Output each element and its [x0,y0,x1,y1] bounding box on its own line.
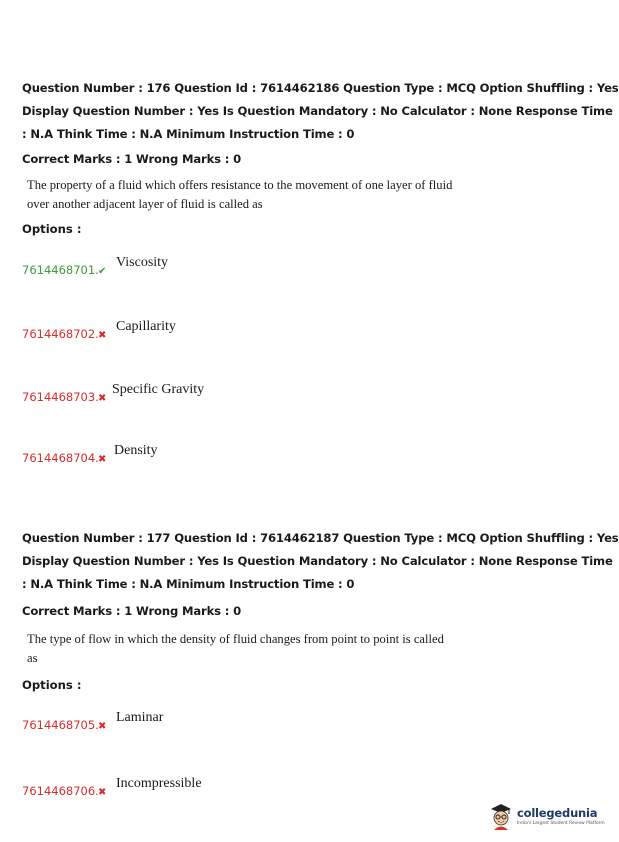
question-176-text [27,176,457,214]
check-icon: ✔ [98,266,107,277]
meta-line: : N.A Think Time : N.A Minimum Instruction Time : 0 [22,127,355,141]
question-text-line: The type of flow in which the density of fluid changes from point to point is called [27,632,444,646]
marks-line: Correct Marks : 1 Wrong Marks : 0 [22,604,242,618]
option-7614468701 [22,257,322,277]
collegedunia-logo [488,800,605,830]
option-7614468704 [22,445,322,465]
question-text-line: The property of a fluid which offers resistance to the movement of one layer of fluid [27,178,453,192]
meta-line: : N.A Think Time : N.A Minimum Instruction Time : 0 [22,577,355,591]
logo-tagline: India's Largest Student Review Platform [517,821,605,826]
option-text: Viscosity [116,255,169,270]
marks-line: Correct Marks : 1 Wrong Marks : 0 [22,152,242,166]
question-176-meta [22,77,619,171]
question-text-line: over another adjacent layer of fluid is called as [27,197,263,211]
cross-icon: ✖ [98,393,107,404]
option-text: Specific Gravity [112,382,205,397]
student-avatar-icon [488,800,514,830]
options-label: Options : [22,678,82,692]
meta-line: Display Question Number : Yes Is Question Mandatory : No Calculator : None Response Time [22,104,613,118]
cross-icon: ✖ [98,787,107,798]
meta-line: Display Question Number : Yes Is Question Mandatory : No Calculator : None Response Time [22,554,613,568]
option-7614468706 [22,778,322,798]
question-text-line: as [27,651,38,665]
option-id: 7614468704. [22,451,99,465]
option-7614468705 [22,712,322,732]
meta-line: Question Number : 176 Question Id : 7614462186 Question Type : MCQ Option Shuffling : Yes [22,81,619,95]
question-177-meta [22,527,619,623]
option-id: 7614468702. [22,327,99,341]
option-text: Capillarity [116,319,176,334]
option-id: 7614468701. [22,263,99,277]
option-id: 7614468706. [22,784,99,798]
option-text: Incompressible [116,776,202,791]
option-text: Density [114,443,158,458]
logo-wordmark: collegedunia [517,806,598,820]
option-7614468703 [22,384,322,404]
option-text: Laminar [116,710,164,725]
cross-icon: ✖ [98,454,107,465]
options-label: Options : [22,222,82,236]
cross-icon: ✖ [98,721,107,732]
option-7614468702 [22,321,322,341]
cross-icon: ✖ [98,330,107,341]
option-id: 7614468703. [22,390,99,404]
meta-line: Question Number : 177 Question Id : 7614462187 Question Type : MCQ Option Shuffling : Yes [22,531,619,545]
option-id: 7614468705. [22,718,99,732]
question-177-text [27,630,457,668]
